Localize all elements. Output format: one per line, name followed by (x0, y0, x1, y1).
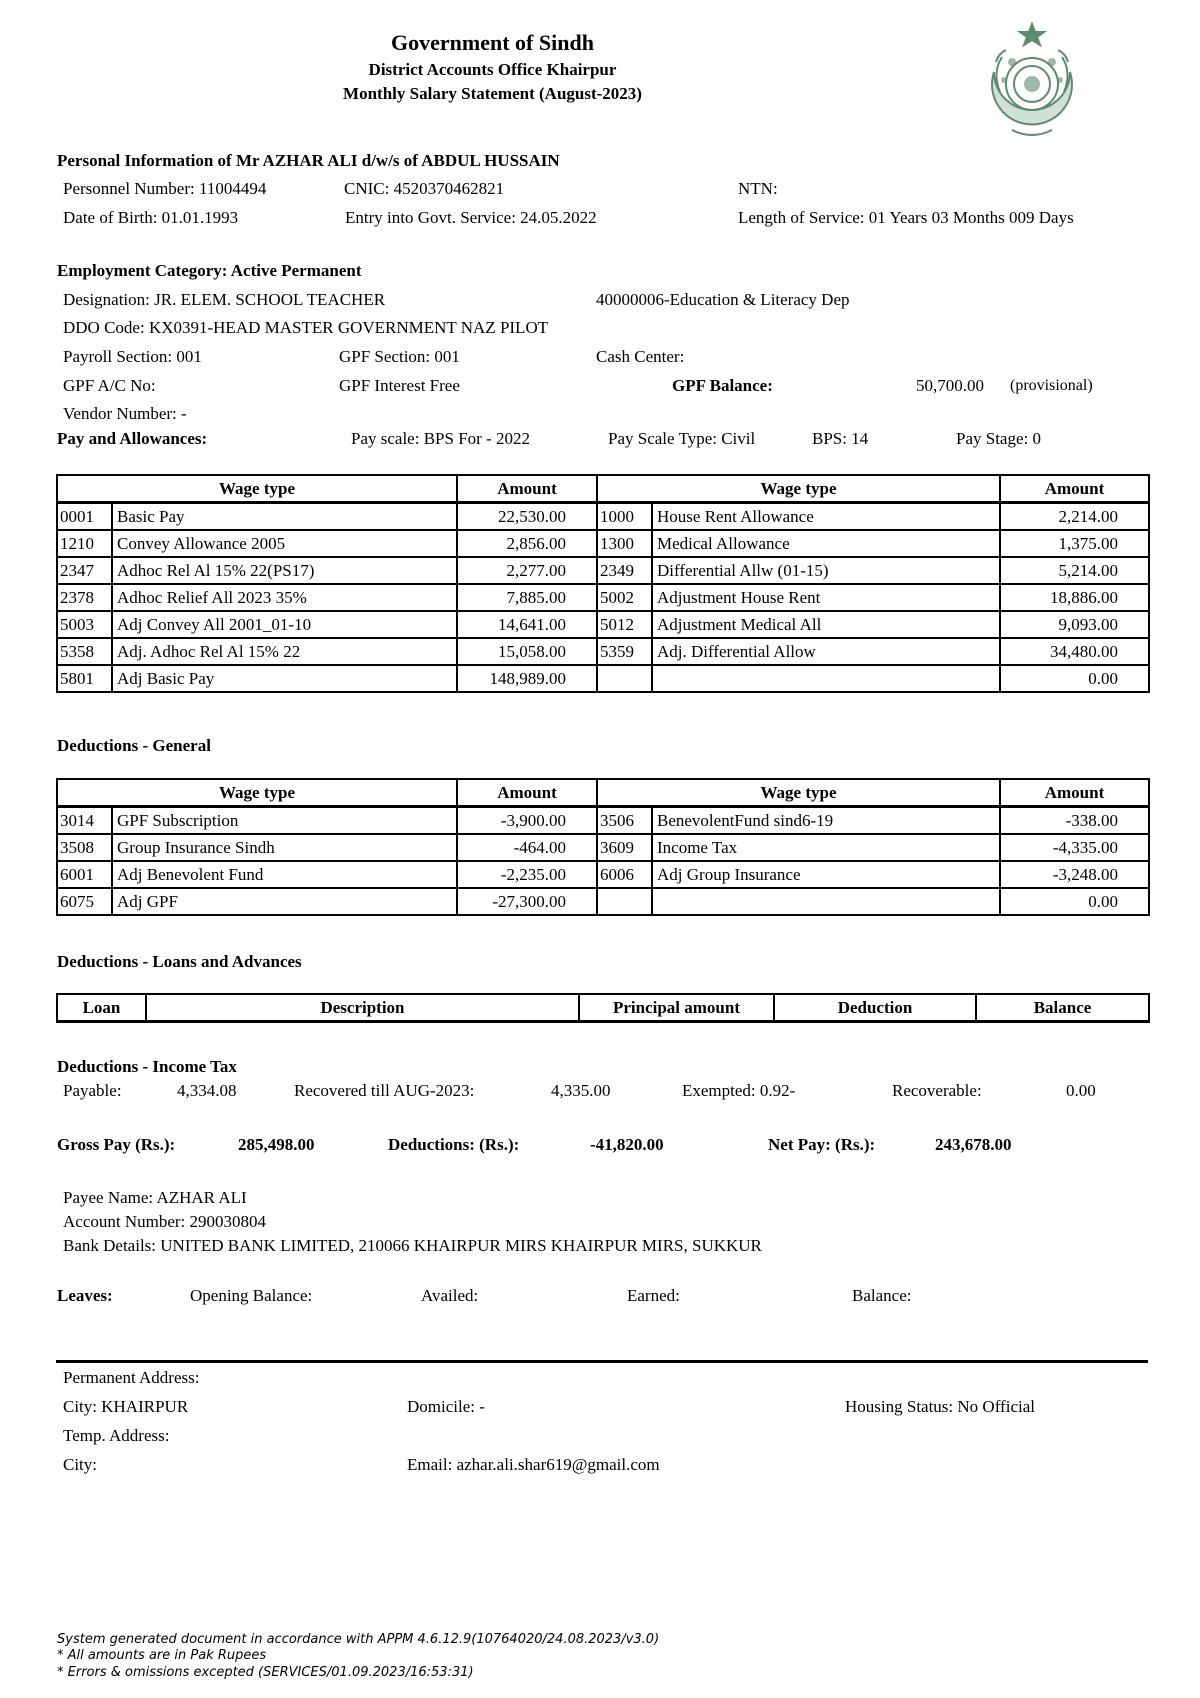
wage-name: BenevolentFund sind6-19 (652, 807, 1000, 835)
date-of-birth: Date of Birth: 01.01.1993 (63, 208, 239, 227)
wage-code: 5003 (57, 611, 112, 638)
income-tax-title: Deductions - Income Tax (57, 1057, 237, 1076)
wage-name: Adj Benevolent Fund (112, 861, 457, 888)
wage-name: Adj. Differential Allow (652, 638, 1000, 665)
gpf-interest: GPF Interest Free (339, 376, 460, 395)
wage-code: 2378 (57, 584, 112, 611)
wage-amount: -338.00 (1000, 807, 1149, 835)
wage-name: Adhoc Rel Al 15% 22(PS17) (112, 557, 457, 584)
entry-into-service: Entry into Govt. Service: 24.05.2022 (345, 208, 597, 227)
col-wage-type: Wage type (597, 475, 1000, 503)
wage-code: 2347 (57, 557, 112, 584)
net-pay-label: Net Pay: (Rs.): (768, 1135, 876, 1154)
gpf-balance-label: GPF Balance: (672, 376, 773, 395)
table-row (57, 888, 1149, 915)
wage-amount: 34,480.00 (1000, 638, 1149, 665)
wage-amount: 7,885.00 (457, 584, 597, 611)
leaves-label: Leaves: (57, 1286, 113, 1305)
length-of-service: Length of Service: 01 Years 03 Months 009 Days (738, 208, 1074, 227)
gpf-provisional: (provisional) (1010, 377, 1093, 394)
vendor-number: Vendor Number: - (63, 404, 187, 423)
leaves-balance: Balance: (852, 1286, 912, 1305)
table-row (57, 503, 1149, 531)
wage-amount: 9,093.00 (1000, 611, 1149, 638)
wage-code: 5801 (57, 665, 112, 692)
wage-amount: 2,214.00 (1000, 503, 1149, 531)
gross-pay: 285,498.00 (238, 1135, 315, 1154)
tax-recovered-label: Recovered till AUG-2023: (294, 1081, 475, 1100)
leaves-earned: Earned: (627, 1286, 680, 1305)
wage-amount: -4,335.00 (1000, 834, 1149, 861)
wage-name: Adjustment Medical All (652, 611, 1000, 638)
wage-code (597, 665, 652, 692)
personal-info-title: Personal Information of Mr AZHAR ALI d/w/s of ABDUL HUSSAIN (57, 151, 560, 170)
col-amount: Amount (1000, 475, 1149, 503)
wage-amount: -27,300.00 (457, 888, 597, 915)
tax-recovered: 4,335.00 (551, 1081, 611, 1100)
leaves-opening: Opening Balance: (190, 1286, 313, 1305)
email: Email: azhar.ali.shar619@gmail.com (407, 1455, 660, 1474)
wage-code: 0001 (57, 503, 112, 531)
net-pay: 243,678.00 (935, 1135, 1012, 1154)
statement-title: Monthly Salary Statement (August-2023) (343, 84, 642, 103)
wage-amount: 0.00 (1000, 665, 1149, 692)
wage-code: 3609 (597, 834, 652, 861)
loans-table (56, 993, 1150, 1023)
wage-amount: -3,900.00 (457, 807, 597, 835)
deductions-total: -41,820.00 (590, 1135, 664, 1154)
wage-name: Adj Basic Pay (112, 665, 457, 692)
pay-scale: Pay scale: BPS For - 2022 (351, 429, 530, 448)
tax-recoverable-label: Recoverable: (892, 1081, 982, 1100)
table-row (57, 807, 1149, 835)
col-amount: Amount (1000, 779, 1149, 807)
col-wage-type: Wage type (57, 475, 457, 503)
gross-pay-label: Gross Pay (Rs.): (57, 1135, 176, 1154)
deductions-general-title: Deductions - General (57, 736, 211, 755)
table-row (57, 557, 1149, 584)
pay-stage: Pay Stage: 0 (956, 429, 1041, 448)
wage-amount: -3,248.00 (1000, 861, 1149, 888)
wage-code: 5002 (597, 584, 652, 611)
wage-amount: 2,856.00 (457, 530, 597, 557)
wage-amount: 14,641.00 (457, 611, 597, 638)
wage-code: 2349 (597, 557, 652, 584)
cash-center: Cash Center: (596, 347, 685, 366)
wage-name: GPF Subscription (112, 807, 457, 835)
wage-code: 1210 (57, 530, 112, 557)
sindh-seal-icon (972, 12, 1092, 152)
permanent-address: Permanent Address: (63, 1368, 200, 1387)
leaves-availed: Availed: (421, 1286, 479, 1305)
wage-name: Adj. Adhoc Rel Al 15% 22 (112, 638, 457, 665)
col-wage-type: Wage type (597, 779, 1000, 807)
wage-code: 5359 (597, 638, 652, 665)
col-wage-type: Wage type (57, 779, 457, 807)
wage-amount: 22,530.00 (457, 503, 597, 531)
wage-code: 1300 (597, 530, 652, 557)
wage-amount: -2,235.00 (457, 861, 597, 888)
wage-name: Medical Allowance (652, 530, 1000, 557)
wage-name: Adhoc Relief All 2023 35% (112, 584, 457, 611)
domicile: Domicile: - (407, 1397, 485, 1416)
wage-name: Adj Group Insurance (652, 861, 1000, 888)
wage-name (652, 665, 1000, 692)
table-row (57, 861, 1149, 888)
wage-name: Convey Allowance 2005 (112, 530, 457, 557)
wage-amount: 1,375.00 (1000, 530, 1149, 557)
col-loan: Loan (57, 994, 146, 1022)
table-row (57, 530, 1149, 557)
wage-amount: 18,886.00 (1000, 584, 1149, 611)
wage-code: 6001 (57, 861, 112, 888)
temp-address: Temp. Address: (63, 1426, 170, 1445)
wage-code (597, 888, 652, 915)
col-balance: Balance (976, 994, 1149, 1022)
wage-code: 1000 (597, 503, 652, 531)
wage-name: Group Insurance Sindh (112, 834, 457, 861)
bank-details: Bank Details: UNITED BANK LIMITED, 210066 KHAIRPUR MIRS KHAIRPUR MIRS, SUKKUR (63, 1236, 762, 1255)
cnic: CNIC: 4520370462821 (344, 179, 505, 198)
table-row (57, 665, 1149, 692)
wage-code: 6006 (597, 861, 652, 888)
payee-name: Payee Name: AZHAR ALI (63, 1188, 247, 1207)
gpf-balance-value: 50,700.00 (916, 376, 984, 395)
table-row (57, 611, 1149, 638)
ddo-code: DDO Code: KX0391-HEAD MASTER GOVERNMENT NAZ PILOT (63, 318, 549, 337)
wage-code: 5012 (597, 611, 652, 638)
wage-name: Basic Pay (112, 503, 457, 531)
wage-amount: 0.00 (1000, 888, 1149, 915)
col-principal: Principal amount (579, 994, 774, 1022)
bps: BPS: 14 (812, 429, 869, 448)
housing-status: Housing Status: No Official (845, 1397, 1035, 1416)
table-row (57, 638, 1149, 665)
office-name: District Accounts Office Khairpur (368, 60, 617, 79)
col-description: Description (146, 994, 579, 1022)
col-amount: Amount (457, 475, 597, 503)
footer-errors-note: * Errors & omissions excepted (SERVICES/01.09.2023/16:53:31) (57, 1665, 474, 1680)
wage-name: Differential Allw (01-15) (652, 557, 1000, 584)
gpf-section: GPF Section: 001 (339, 347, 460, 366)
table-row (57, 834, 1149, 861)
pay-scale-type: Pay Scale Type: Civil (608, 429, 756, 448)
wage-name: Adj GPF (112, 888, 457, 915)
tax-exempted: Exempted: 0.92- (682, 1081, 796, 1100)
table-row (57, 584, 1149, 611)
tax-payable: 4,334.08 (177, 1081, 237, 1100)
doc-title: Government of Sindh (391, 30, 594, 55)
wage-name: Adj Convey All 2001_01-10 (112, 611, 457, 638)
gpf-ac-no: GPF A/C No: (63, 376, 156, 395)
deductions-general-table (56, 778, 1150, 916)
allowances-table (56, 474, 1150, 693)
divider (56, 1360, 1148, 1363)
account-number: Account Number: 290030804 (63, 1212, 267, 1231)
wage-amount: -464.00 (457, 834, 597, 861)
loans-title: Deductions - Loans and Advances (57, 952, 302, 971)
wage-code: 6075 (57, 888, 112, 915)
wage-name: House Rent Allowance (652, 503, 1000, 531)
wage-name (652, 888, 1000, 915)
department: 40000006-Education & Literacy Dep (596, 290, 850, 309)
wage-amount: 5,214.00 (1000, 557, 1149, 584)
wage-amount: 2,277.00 (457, 557, 597, 584)
wage-name: Income Tax (652, 834, 1000, 861)
wage-name: Adjustment House Rent (652, 584, 1000, 611)
tax-payable-label: Payable: (63, 1081, 122, 1100)
pay-allowances-label: Pay and Allowances: (57, 429, 208, 448)
footer-system-note: System generated document in accordance with APPM 4.6.12.9(10764020/24.08.2023/v3.0) (57, 1632, 660, 1647)
designation: Designation: JR. ELEM. SCHOOL TEACHER (63, 290, 386, 309)
footer-currency-note: * All amounts are in Pak Rupees (57, 1648, 267, 1663)
col-deduction: Deduction (774, 994, 976, 1022)
wage-code: 3506 (597, 807, 652, 835)
tax-recoverable: 0.00 (1066, 1081, 1096, 1100)
wage-code: 3014 (57, 807, 112, 835)
wage-code: 5358 (57, 638, 112, 665)
deductions-total-label: Deductions: (Rs.): (388, 1135, 520, 1154)
personnel-number: Personnel Number: 11004494 (63, 179, 267, 198)
wage-code: 3508 (57, 834, 112, 861)
wage-amount: 15,058.00 (457, 638, 597, 665)
col-amount: Amount (457, 779, 597, 807)
employment-category: Employment Category: Active Permanent (57, 261, 362, 280)
ntn: NTN: (738, 179, 778, 198)
temp-city: City: (63, 1455, 98, 1474)
payroll-section: Payroll Section: 001 (63, 347, 202, 366)
wage-amount: 148,989.00 (457, 665, 597, 692)
city: City: KHAIRPUR (63, 1397, 189, 1416)
